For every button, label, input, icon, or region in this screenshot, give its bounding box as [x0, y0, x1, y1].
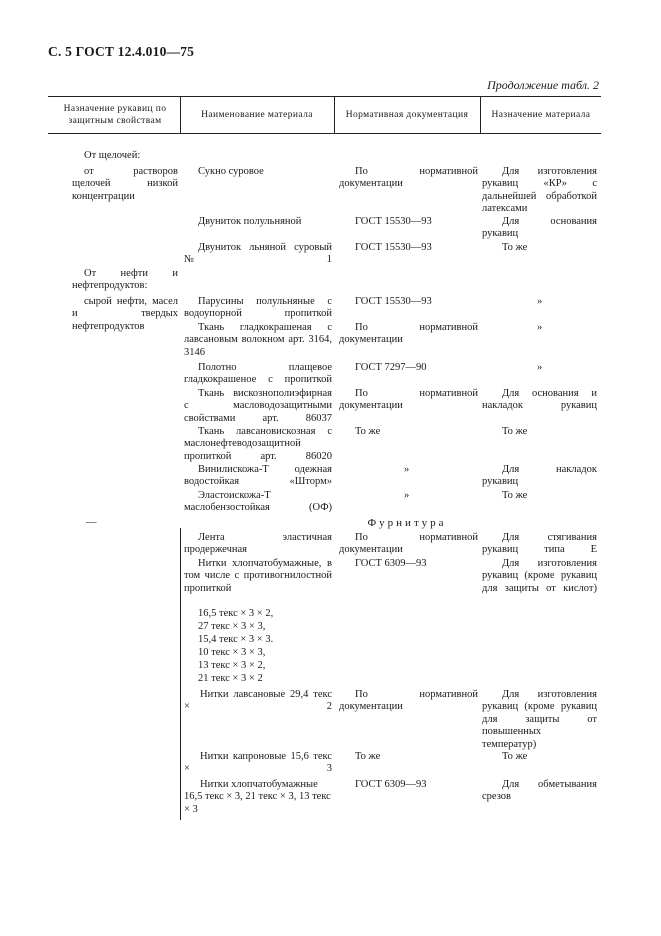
material-cell: Винилискожа-Т одежная водостойкая «Шторм»	[184, 464, 332, 488]
purpose-crude-oil: сырой нефти, масел и твердых нефтепродуктов	[72, 296, 178, 332]
thread-size-item: 10 текс × 3 × 3,	[198, 647, 266, 658]
purpose-cell: »	[537, 296, 543, 307]
material-cell: Двуниток льняной суровый № 1	[184, 242, 332, 266]
purpose-low-concentration: от растворов щелочей низкой концентрации	[72, 166, 178, 202]
purpose-cell: »	[537, 322, 543, 333]
thread-size-item: 21 текс × 3 × 2	[198, 673, 263, 684]
documentation-cell: ГОСТ 15530—93	[355, 296, 432, 307]
purpose-cell: То же	[502, 242, 528, 253]
documentation-cell: ГОСТ 15530—93	[355, 216, 432, 227]
page-header: С. 5 ГОСТ 12.4.010—75	[48, 44, 195, 59]
purpose-cell: Для основания и накладок рукавиц	[482, 388, 597, 412]
col-divider-1	[180, 528, 181, 820]
purpose-oil: От нефти и нефтепродуктов:	[72, 268, 178, 292]
documentation-cell: ГОСТ 7297—90	[355, 362, 427, 373]
table-top-border	[48, 96, 601, 97]
material-cell: Лента эластичная продержечная	[184, 532, 332, 556]
documentation-cell: »	[404, 490, 410, 501]
material-cell: Ткань лавсановискозная с маслонефтеводозащитной пропиткой арт. 86020	[184, 426, 332, 462]
material-cell: Парусины полульняные с водоупорной пропиткой	[184, 296, 332, 320]
material-cell: Ткань гладкокрашеная с лавсановым волокном арт. 3164, 3146	[184, 322, 332, 358]
material-cell: Эластоискожа-Т маслобензостойкая (ОФ)	[184, 490, 332, 514]
material-cell: Нитки хлопчатобумажные 16,5 текс × 3, 21 текс × 3, 13 текс × 3	[184, 779, 331, 815]
purpose-cell: Для основания рукавиц	[482, 216, 597, 240]
purpose-cell: Для изготовления рукавиц (кроме рукавиц для защиты от повышенных температур)	[482, 689, 597, 750]
thread-size-item: 16,5 текс × 3 × 2,	[198, 608, 274, 619]
material-cell: Двуниток полульняной	[198, 216, 302, 227]
table-continuation-caption: Продолжение табл. 2	[487, 78, 599, 92]
thread-size-item: 15,4 текс × 3 × 3.	[198, 634, 274, 645]
material-cell: Сукно суровое	[198, 166, 264, 177]
documentation-cell: ГОСТ 6309—93	[355, 779, 427, 790]
material-cell: Нитки капроновые 15,6 текс × 3	[184, 751, 332, 775]
section-title-furnitura: Фурнитура	[367, 517, 447, 529]
header-col-divider-2	[334, 96, 335, 133]
column-header-material-purpose: Назначение материала	[491, 110, 591, 120]
column-header-documentation: Нормативная документация	[345, 110, 469, 120]
purpose-cell: »	[537, 362, 543, 373]
header-col-divider-1	[180, 96, 181, 133]
purpose-cell: Для изготовления рукавиц «КР» с дальнейшей обработкой латексами	[482, 166, 597, 215]
documentation-cell: По нормативной документации	[339, 388, 478, 412]
material-cell: Полотно плащевое гладкокрашеное с пропиткой	[184, 362, 332, 386]
column-header-purpose: Назначение рукавиц по защитным свойствам	[63, 104, 167, 126]
documentation-cell: По нормативной документации	[339, 689, 478, 713]
purpose-cell: То же	[502, 751, 528, 762]
documentation-cell: По нормативной документации	[339, 166, 478, 190]
table-header-border	[48, 133, 601, 134]
purpose-cell: Для изготовления рукавиц (кроме рукавиц для защиты от кислот)	[482, 558, 597, 594]
thread-size-item: 13 текс × 3 × 2,	[198, 660, 266, 671]
purpose-cell: Для обметывания срезов	[482, 779, 597, 803]
material-cell: Ткань вискознополиэфирная с масловодозащитными свойствами арт. 86037	[184, 388, 332, 424]
documentation-cell: ГОСТ 15530—93	[355, 242, 432, 253]
material-cell: Нитки хлопчатобумажные, в том числе с противогнилостной пропиткой	[184, 558, 332, 594]
documentation-cell: По нормативной документации	[339, 322, 478, 346]
purpose-cell: То же	[502, 426, 528, 437]
material-cell: Нитки лавсановые 29,4 текс × 2	[184, 689, 332, 713]
header-col-divider-3	[480, 96, 481, 133]
thread-size-item: 27 текс × 3 × 3,	[198, 621, 266, 632]
documentation-cell: По нормативной документации	[339, 532, 478, 556]
documentation-cell: ГОСТ 6309—93	[355, 558, 427, 569]
purpose-cell: То же	[502, 490, 528, 501]
purpose-dash: —	[86, 517, 97, 528]
purpose-alkali: От щелочей:	[84, 150, 141, 161]
documentation-cell: »	[404, 464, 410, 475]
column-header-material: Наименование материала	[201, 110, 313, 120]
documentation-cell: То же	[355, 426, 381, 437]
purpose-cell: Для накладок рукавиц	[482, 464, 597, 488]
purpose-cell: Для стягивания рукавиц типа Е	[482, 532, 597, 556]
documentation-cell: То же	[355, 751, 381, 762]
